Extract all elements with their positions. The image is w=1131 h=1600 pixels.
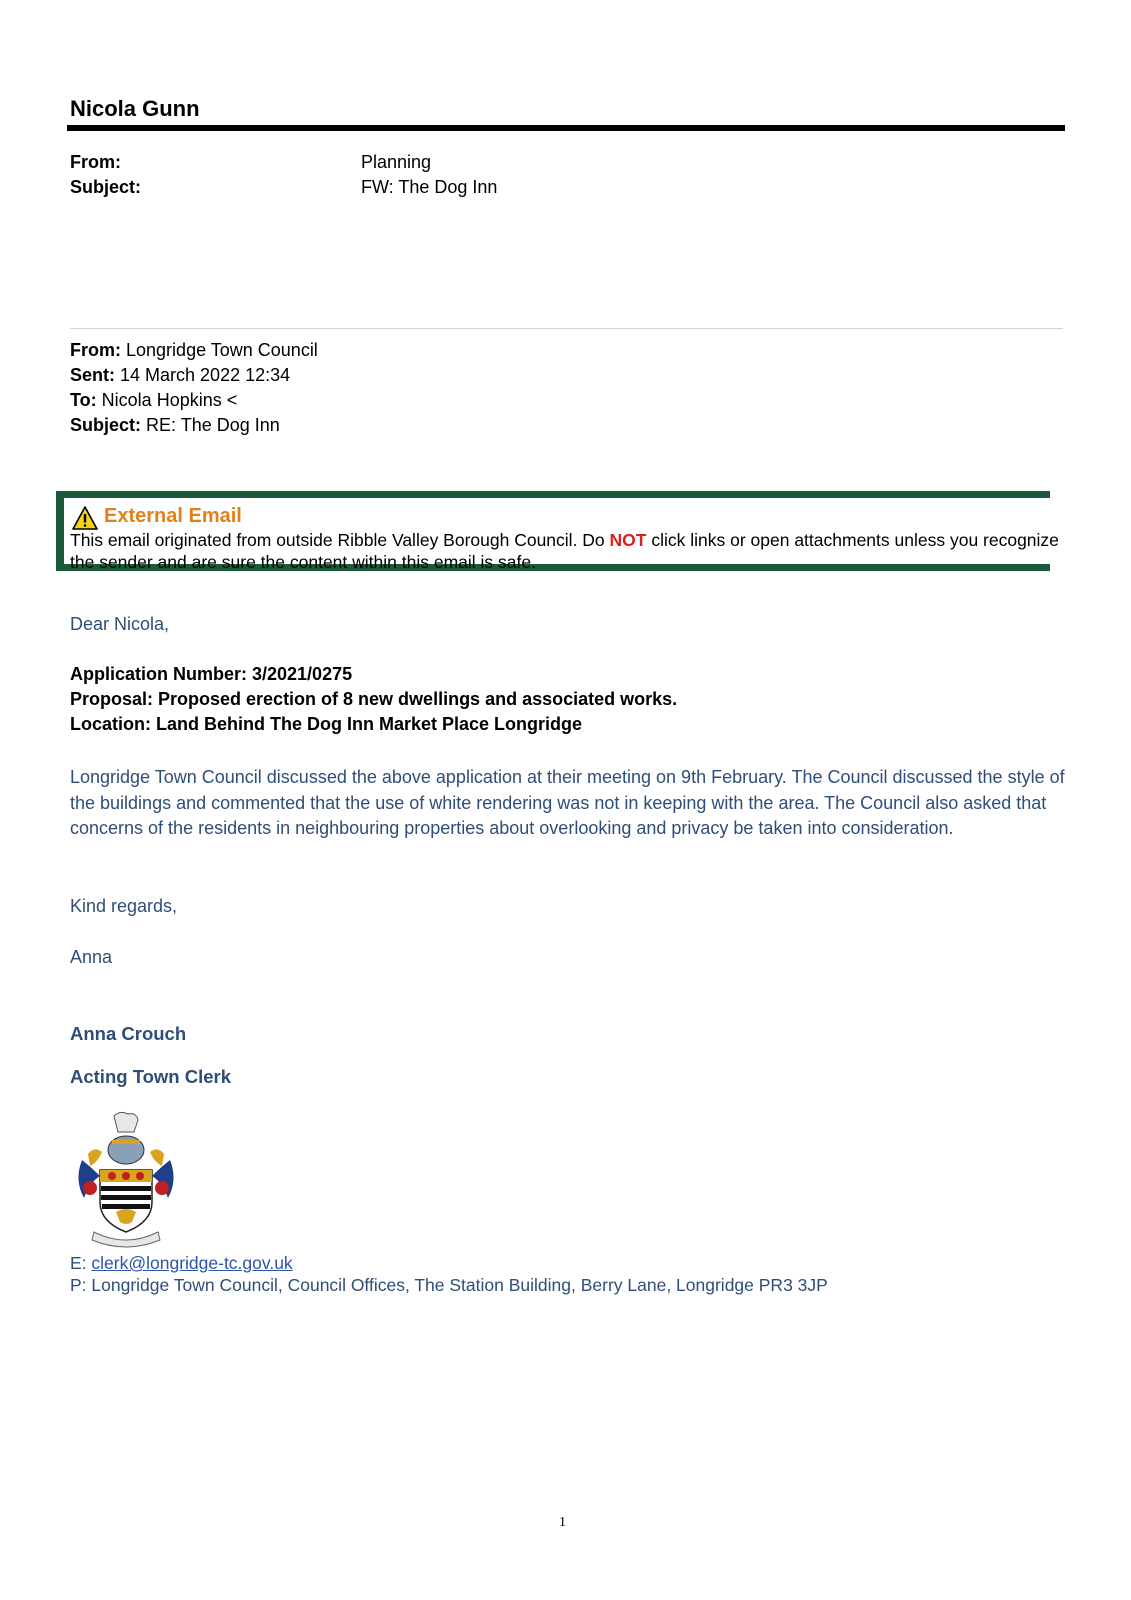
contact-email-line [70, 1253, 293, 1274]
warning-title: External Email [104, 505, 242, 527]
email-label: E: [70, 1253, 92, 1273]
forwarded-to [70, 390, 237, 411]
forwarded-subject-label: Subject: [70, 415, 142, 435]
location: Location: Land Behind The Dog Inn Market Place Longridge [70, 714, 583, 734]
body-paragraph: Longridge Town Council discussed the above application at their meeting on 9th February. The Council discussed the style of the buildings and commented that the use of white rendering was not in keeping with the area. The Council also asked that concerns of the residents in neighbouring properties about overlooking and privacy be taken into consideration. [70, 767, 1065, 838]
warning-text-before: This email originated from outside Ribble Valley Borough Council. Do [70, 530, 610, 550]
forwarded-from-value: Longridge Town Council [126, 340, 318, 360]
signature-title: Acting Town Clerk [70, 1066, 232, 1087]
email-link[interactable]: clerk@longridge-tc.gov.uk [91, 1253, 293, 1273]
signature-name: Anna Crouch [70, 1023, 187, 1044]
forwarded-to-label: To: [70, 390, 97, 410]
subject-value: FW: The Dog Inn [361, 177, 498, 197]
greeting: Dear Nicola, [70, 614, 170, 634]
signoff: Anna [70, 947, 113, 967]
forwarded-subject-value: RE: The Dog Inn [146, 415, 280, 435]
postal-address: Longridge Town Council, Council Offices, The Station Building, Berry Lane, Longridge PR3 3JP [91, 1275, 828, 1295]
forwarded-to-value: Nicola Hopkins < [101, 390, 238, 410]
warning-emphasis: NOT [609, 530, 647, 550]
closing: Kind regards, [70, 896, 178, 916]
postal-label: P: [70, 1275, 92, 1295]
warning-icon [72, 506, 98, 530]
forwarded-from [70, 340, 318, 361]
subject-label: Subject: [70, 177, 142, 197]
warning-text [70, 529, 1060, 573]
town-council-crest-icon [72, 1110, 180, 1248]
forwarded-sent-value: 14 March 2022 12:34 [120, 365, 291, 385]
forwarded-subject [70, 415, 280, 436]
application-number: Application Number: 3/2021/0275 [70, 664, 353, 684]
owner-divider [67, 125, 1065, 131]
proposal: Proposal: Proposed erection of 8 new dwellings and associated works. [70, 689, 678, 709]
mailbox-owner-name: Nicola Gunn [70, 96, 200, 121]
forwarded-from-label: From: [70, 340, 121, 360]
forward-divider [70, 328, 1063, 329]
forwarded-sent-label: Sent: [70, 365, 115, 385]
contact-postal-line [70, 1275, 828, 1296]
warning-text-after: click links or open attachments unless you recognize the sender and are sure the content within this email is safe. [70, 530, 1059, 572]
forwarded-sent [70, 365, 290, 386]
page-number: 1 [559, 1515, 566, 1530]
from-label: From: [70, 152, 121, 172]
from-value: Planning [361, 152, 432, 172]
